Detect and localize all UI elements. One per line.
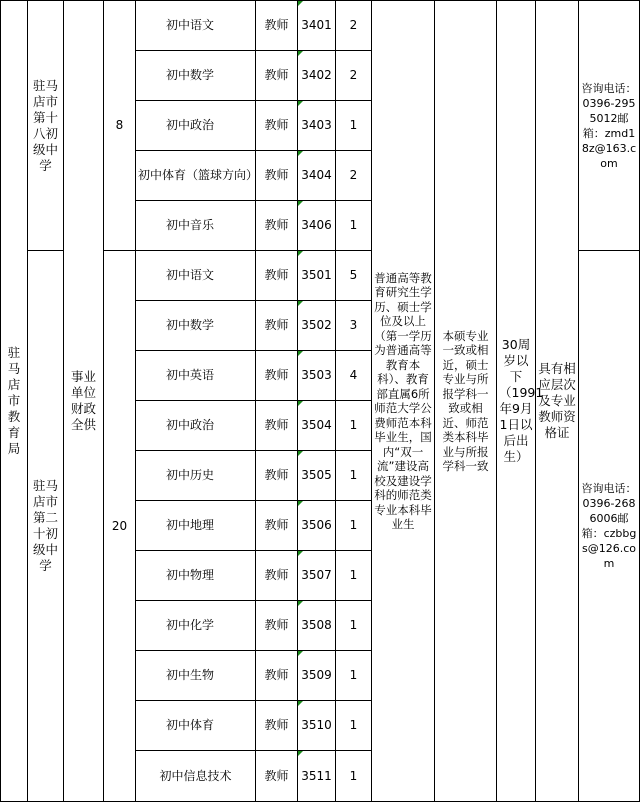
post-code-cell: 3501 xyxy=(298,251,336,301)
post-cell: 教师 xyxy=(256,651,298,701)
subject-cell: 初中英语 xyxy=(136,351,256,401)
count-cell: 1 xyxy=(336,101,372,151)
post-cell: 教师 xyxy=(256,451,298,501)
post-code-cell: 3506 xyxy=(298,501,336,551)
count-cell: 3 xyxy=(336,301,372,351)
subject-cell: 初中政治 xyxy=(136,401,256,451)
post-cell: 教师 xyxy=(256,701,298,751)
count-cell: 1 xyxy=(336,701,372,751)
post-code-cell: 3509 xyxy=(298,651,336,701)
count-cell: 1 xyxy=(336,751,372,802)
count-cell: 1 xyxy=(336,201,372,251)
count-cell: 2 xyxy=(336,51,372,101)
count-cell: 1 xyxy=(336,501,372,551)
subject-cell: 初中体育（篮球方向） xyxy=(136,151,256,201)
subject-cell: 初中语文 xyxy=(136,1,256,51)
education-requirement-cell: 普通高等教育研究生学历、硕士学位及以上（第一学历为普通高等教育本科）、教育部直属6所师范大学公费师范本科毕业生，国内“双一流”建设高校及建设学科的师范类专业本科毕业生 xyxy=(372,1,435,802)
post-code-cell: 3401 xyxy=(298,1,336,51)
post-cell: 教师 xyxy=(256,551,298,601)
post-cell: 教师 xyxy=(256,601,298,651)
unit-total-cell: 20 xyxy=(104,251,136,802)
post-code-cell: 3504 xyxy=(298,401,336,451)
count-cell: 1 xyxy=(336,651,372,701)
subject-cell: 初中语文 xyxy=(136,251,256,301)
subject-cell: 初中物理 xyxy=(136,551,256,601)
post-code-cell: 3402 xyxy=(298,51,336,101)
contact-cell: 咨询电话：0396-2686006邮箱：czbbgs@126.com xyxy=(579,251,640,802)
post-code-cell: 3508 xyxy=(298,601,336,651)
count-cell: 2 xyxy=(336,151,372,201)
count-cell: 1 xyxy=(336,551,372,601)
post-code-cell: 3404 xyxy=(298,151,336,201)
unit-name-cell: 驻马店市第十八初级中学 xyxy=(28,1,64,251)
subject-cell: 初中生物 xyxy=(136,651,256,701)
post-code-cell: 3403 xyxy=(298,101,336,151)
table-row xyxy=(1,1,640,51)
post-code-cell: 3502 xyxy=(298,301,336,351)
post-code-cell: 3511 xyxy=(298,751,336,802)
count-cell: 4 xyxy=(336,351,372,401)
subject-cell: 初中音乐 xyxy=(136,201,256,251)
post-cell: 教师 xyxy=(256,151,298,201)
post-cell: 教师 xyxy=(256,1,298,51)
post-code-cell: 3503 xyxy=(298,351,336,401)
count-cell: 2 xyxy=(336,1,372,51)
post-code-cell: 3510 xyxy=(298,701,336,751)
contact-cell: 咨询电话：0396-2955012邮箱：zmd18z@163.com xyxy=(579,1,640,251)
post-cell: 教师 xyxy=(256,251,298,301)
post-code-cell: 3507 xyxy=(298,551,336,601)
post-cell: 教师 xyxy=(256,51,298,101)
count-cell: 1 xyxy=(336,451,372,501)
post-cell: 教师 xyxy=(256,351,298,401)
unit-name-cell: 驻马店市第二十初级中学 xyxy=(28,251,64,802)
post-cell: 教师 xyxy=(256,501,298,551)
post-cell: 教师 xyxy=(256,101,298,151)
subject-cell: 初中历史 xyxy=(136,451,256,501)
subject-cell: 初中数学 xyxy=(136,301,256,351)
department-cell: 驻马店市教育局 xyxy=(1,1,28,802)
subject-cell: 初中化学 xyxy=(136,601,256,651)
count-cell: 5 xyxy=(336,251,372,301)
post-code-cell: 3505 xyxy=(298,451,336,501)
subject-cell: 初中体育 xyxy=(136,701,256,751)
funding-cell: 事业单位财政全供 xyxy=(64,1,104,802)
post-cell: 教师 xyxy=(256,301,298,351)
post-cell: 教师 xyxy=(256,751,298,802)
subject-cell: 初中地理 xyxy=(136,501,256,551)
count-cell: 1 xyxy=(336,601,372,651)
subject-cell: 初中政治 xyxy=(136,101,256,151)
major-requirement-cell: 本硕专业一致或相近，硕士专业与所报学科一致或相近、师范类本科毕业与所报学科一致 xyxy=(435,1,497,802)
post-code-cell: 3406 xyxy=(298,201,336,251)
certificate-requirement-cell: 具有相应层次及专业教师资格证 xyxy=(536,1,579,802)
subject-cell: 初中信息技术 xyxy=(136,751,256,802)
count-cell: 1 xyxy=(336,401,372,451)
post-cell: 教师 xyxy=(256,201,298,251)
subject-cell: 初中数学 xyxy=(136,51,256,101)
age-requirement-cell: 30周岁以下（1991年9月1日以后出生） xyxy=(497,1,536,802)
unit-total-cell: 8 xyxy=(104,1,136,251)
post-cell: 教师 xyxy=(256,401,298,451)
